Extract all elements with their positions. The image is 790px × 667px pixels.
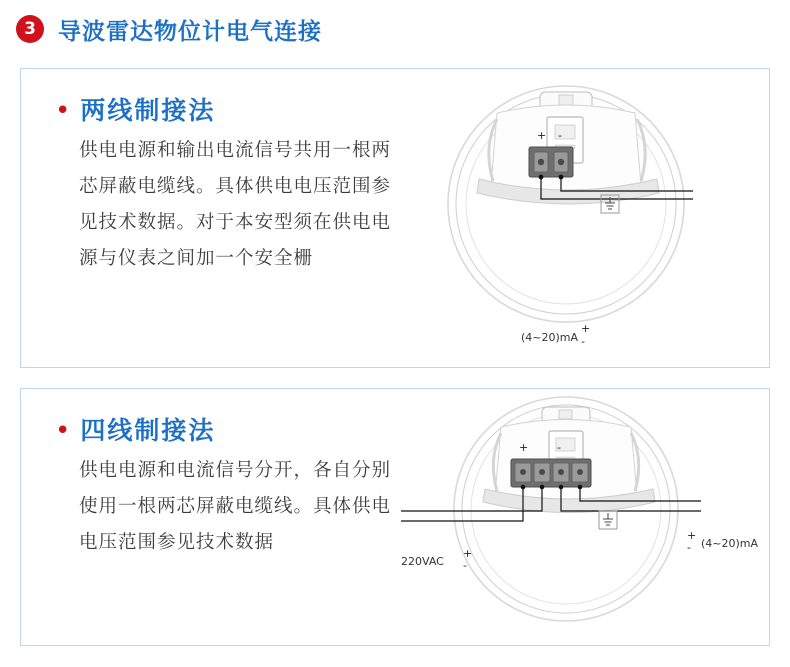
page-title: 导波雷达物位计电气连接 bbox=[58, 18, 322, 45]
four-wire-terminal-minus: - bbox=[557, 441, 561, 454]
four-wire-current-minus: - bbox=[687, 541, 691, 554]
two-wire-text-column bbox=[21, 69, 401, 367]
four-wire-current-plus: + bbox=[687, 529, 697, 542]
page-header bbox=[0, 0, 790, 44]
four-wire-power-minus: - bbox=[463, 559, 467, 572]
four-wire-terminal-plus: + bbox=[519, 441, 529, 454]
four-wire-title: 四线制接法 bbox=[80, 416, 216, 445]
two-wire-terminal-plus: + bbox=[537, 129, 547, 142]
step-badge: 3 bbox=[16, 15, 44, 43]
four-wire-current-label: (4~20)mA bbox=[701, 537, 759, 550]
bullet-icon: • bbox=[55, 96, 71, 126]
two-wire-body: 供电电源和输出电流信号共用一根两芯屏蔽电缆线。具体供电电压范围参见技术数据。对于本安型须在供电电源与仪表之间加一个安全栅 bbox=[79, 140, 392, 270]
four-wire-body: 供电电源和电流信号分开，各自分别使用一根两芯屏蔽电缆线。具体供电电压范围参见技术数据 bbox=[79, 460, 392, 554]
two-wire-heading bbox=[55, 91, 401, 127]
bullet-icon: • bbox=[55, 416, 71, 446]
section-four-wire bbox=[20, 388, 770, 646]
two-wire-lead-plus: + bbox=[581, 322, 591, 335]
four-wire-text-column bbox=[21, 389, 401, 645]
two-wire-current-label: (4~20)mA bbox=[521, 331, 579, 344]
four-wire-heading bbox=[55, 411, 401, 447]
four-wire-schematic bbox=[401, 389, 761, 645]
four-wire-power-plus: + bbox=[463, 547, 473, 560]
two-wire-lead-minus: - bbox=[581, 335, 585, 348]
section-two-wire bbox=[20, 68, 770, 368]
four-wire-power-label: 220VAC bbox=[401, 555, 444, 568]
two-wire-diagram bbox=[401, 69, 769, 367]
two-wire-title: 两线制接法 bbox=[80, 96, 216, 125]
four-wire-diagram bbox=[401, 389, 769, 645]
two-wire-terminal-minus: - bbox=[558, 129, 562, 142]
